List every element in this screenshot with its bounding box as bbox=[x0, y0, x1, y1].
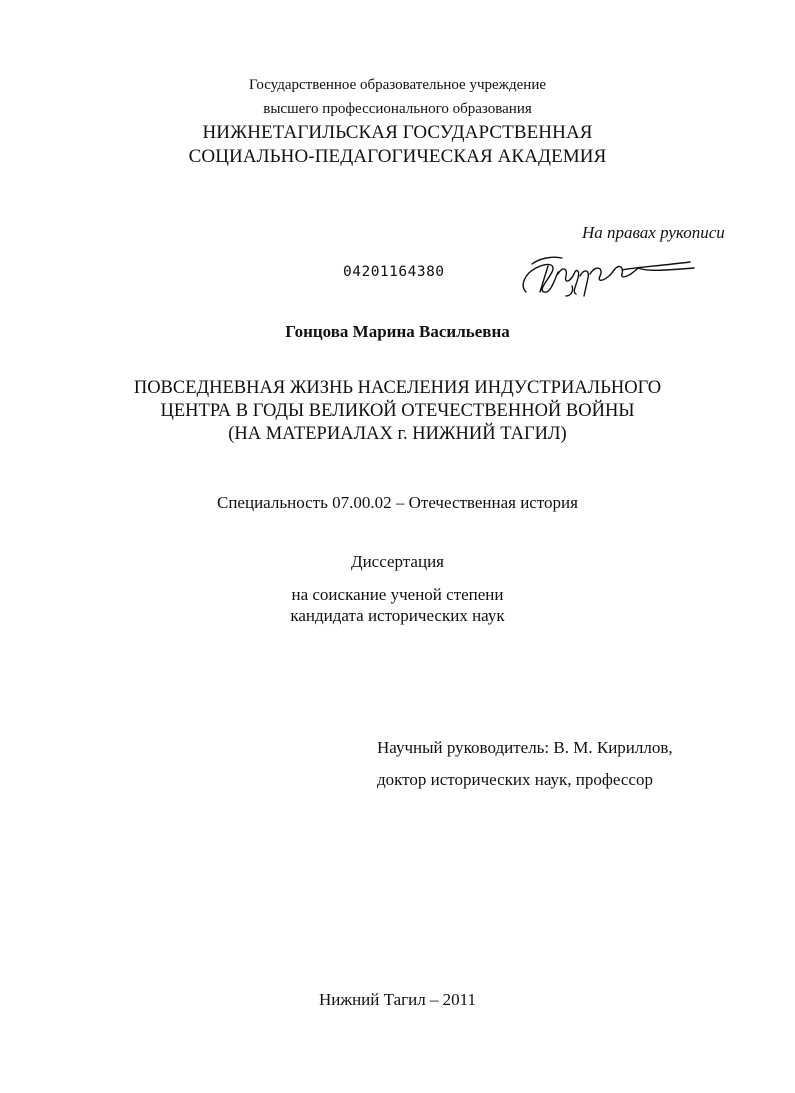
signature-image bbox=[518, 246, 698, 298]
catalog-number: 04201164380 bbox=[343, 264, 445, 280]
author-name: Гонцова Марина Васильевна bbox=[285, 322, 510, 341]
institution-line-1: Государственное образовательное учреждение bbox=[248, 77, 547, 93]
supervisor-line-2: доктор исторических наук, профессор bbox=[377, 770, 653, 789]
title-line-2: ЦЕНТРА В ГОДЫ ВЕЛИКОЙ ОТЕЧЕСТВЕННОЙ ВОЙНЫ bbox=[160, 401, 635, 421]
specialty: Специальность 07.00.02 – Отечественная история bbox=[217, 493, 578, 512]
institution-line-2: высшего профессионального образования bbox=[263, 101, 532, 117]
title-line-1: ПОВСЕДНЕВНАЯ ЖИЗНЬ НАСЕЛЕНИЯ ИНДУСТРИАЛЬНОГО bbox=[133, 378, 662, 398]
title-line-3: (НА МАТЕРИАЛАХ г. НИЖНИЙ ТАГИЛ) bbox=[228, 424, 567, 444]
degree-line-1: на соискание ученой степени bbox=[291, 585, 504, 604]
footer-place-year: Нижний Тагил – 2011 bbox=[318, 990, 477, 1009]
manuscript-note: На правах рукописи bbox=[582, 223, 725, 242]
supervisor-line-1: Научный руководитель: В. М. Кириллов, bbox=[377, 738, 673, 757]
degree-line-2: кандидата исторических наук bbox=[290, 606, 505, 625]
dissertation-heading: Диссертация bbox=[350, 552, 444, 571]
institution-name-line-2: СОЦИАЛЬНО-ПЕДАГОГИЧЕСКАЯ АКАДЕМИЯ bbox=[188, 146, 607, 167]
institution-name-line-1: НИЖНЕТАГИЛЬСКАЯ ГОСУДАРСТВЕННАЯ bbox=[202, 122, 593, 143]
